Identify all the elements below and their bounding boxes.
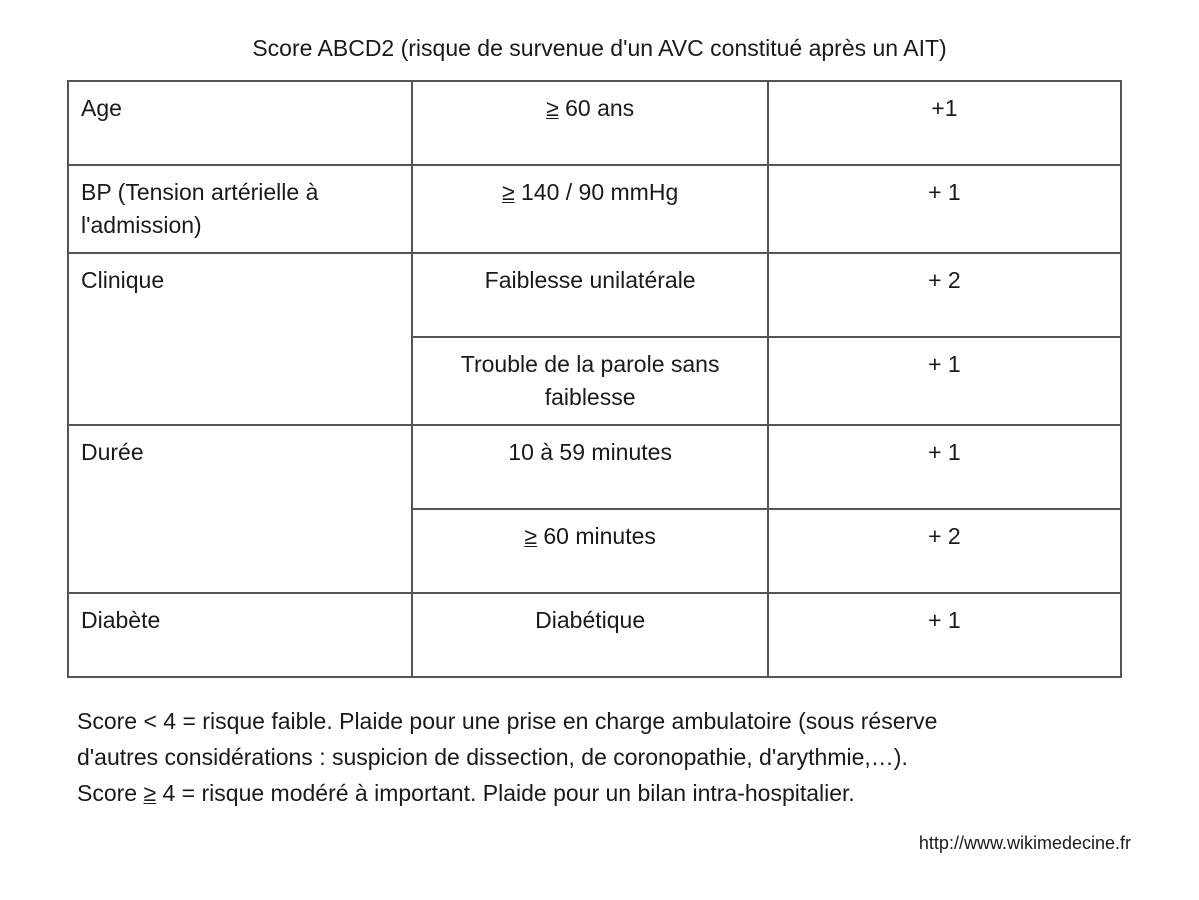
points-cell: +1	[768, 81, 1121, 165]
ge-symbol: ≥	[524, 523, 537, 549]
points-cell: + 1	[768, 593, 1121, 677]
criterion-cell: Diabète	[68, 593, 412, 677]
note-rest: 4 = risque modéré à important. Plaide pour un bilan intra-hospitalier.	[156, 780, 855, 806]
points-cell: + 2	[768, 509, 1121, 593]
condition-cell	[412, 165, 767, 253]
table-row	[68, 81, 1121, 165]
document-title: Score ABCD2 (risque de survenue d'un AVC constitué après un AIT)	[252, 35, 947, 61]
ge-symbol: ≥	[546, 95, 559, 121]
points-cell: + 2	[768, 253, 1121, 337]
condition-cell	[412, 509, 767, 593]
ge-symbol: ≥	[501, 179, 515, 205]
table-row	[68, 253, 1121, 337]
criterion-cell: Durée	[68, 425, 412, 593]
condition-cell: Diabétique	[412, 593, 767, 677]
criterion-cell: Clinique	[68, 253, 412, 425]
note-high-risk	[77, 775, 937, 811]
interpretation-notes	[77, 703, 937, 811]
table-row	[68, 593, 1121, 677]
condition-text: 60 minutes	[536, 523, 656, 549]
abcd2-score-table	[67, 80, 1122, 678]
note-low-risk: Score < 4 = risque faible. Plaide pour une prise en charge ambulatoire (sous réserve	[77, 708, 938, 734]
condition-cell	[412, 81, 767, 165]
condition-cell: Faiblesse unilatérale	[412, 253, 767, 337]
ge-symbol: ≥	[143, 780, 157, 806]
points-cell: + 1	[768, 337, 1121, 425]
condition-cell: Trouble de la parole sans faiblesse	[412, 337, 767, 425]
condition-text: 140 / 90 mmHg	[514, 179, 679, 205]
condition-cell: 10 à 59 minutes	[412, 425, 767, 509]
points-cell: + 1	[768, 425, 1121, 509]
criterion-cell: BP (Tension artérielle à l'admission)	[68, 165, 412, 253]
condition-text: 60 ans	[558, 95, 635, 121]
table-row	[68, 165, 1121, 253]
criterion-cell: Age	[68, 81, 412, 165]
source-url: http://www.wikimedecine.fr	[918, 833, 1131, 853]
points-cell: + 1	[768, 165, 1121, 253]
table-row	[68, 425, 1121, 509]
note-considerations: d'autres considérations : suspicion de dissection, de coronopathie, d'arythmie,…).	[77, 744, 908, 770]
note-prefix: Score	[77, 780, 144, 806]
